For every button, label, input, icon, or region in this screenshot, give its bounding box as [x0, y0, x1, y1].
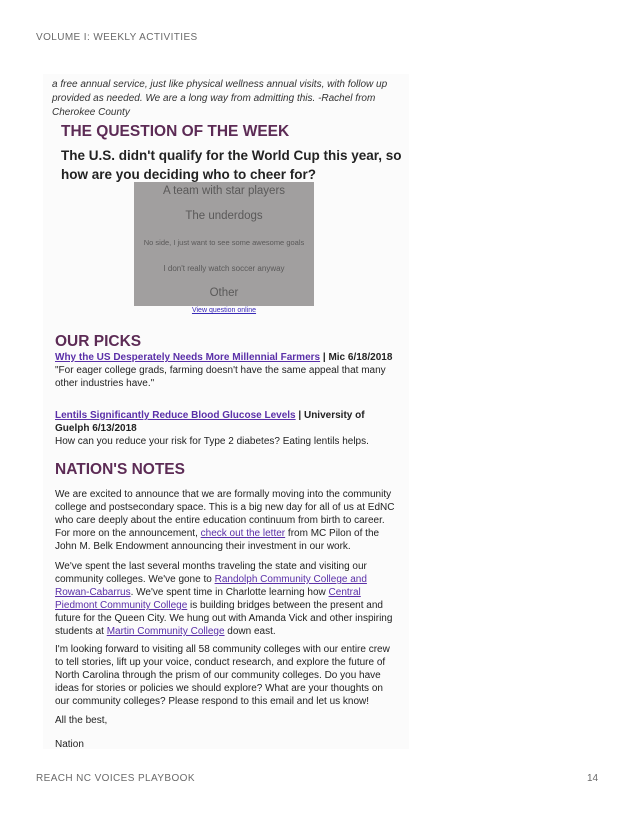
pick-item	[55, 409, 395, 448]
nations-notes-heading: NATION'S NOTES	[55, 461, 185, 478]
poll-option[interactable]: The underdogs	[185, 210, 263, 222]
text: We are excited to announce that we are formally moving into the community college and postsecondary space. This is a big new day for all of us at EdNC who care deeply about the entire education continuum from birth to career. For more on the announcement,	[55, 489, 395, 539]
qotw-heading: THE QUESTION OF THE WEEK	[61, 123, 290, 140]
signature: Nation	[55, 739, 84, 749]
text: is building bridges between the present and future for the Queen City. We hung out with Amanda Vick and other inspiring students at	[55, 600, 393, 637]
poll-option[interactable]: I don't really watch soccer anyway	[163, 264, 285, 273]
notes-paragraph	[55, 560, 400, 638]
pick-link[interactable]: Lentils Significantly Reduce Blood Glucose Levels	[55, 410, 296, 421]
view-question-online-link[interactable]: View question online	[191, 307, 257, 314]
running-footer: REACH NC VOICES PLAYBOOK	[36, 773, 195, 784]
martin-link[interactable]: Martin Community College	[106, 626, 225, 637]
pick-source: | University of Guelph 6/13/2018	[55, 410, 365, 434]
poll-box	[134, 182, 314, 306]
qotw-question: The U.S. didn't qualify for the World Cup this year, so how are you deciding who to cheer for?	[61, 148, 402, 182]
text: down east.	[224, 626, 276, 637]
text: from MC Pilon of the John M. Belk Endowment announcing their investment in our work.	[55, 528, 380, 552]
pick-item	[55, 351, 395, 390]
notes-paragraph	[55, 488, 400, 553]
newsletter-screenshot	[43, 74, 409, 749]
text: We've spent the last several months traveling the state and visiting our community colleges. We've gone to	[55, 561, 367, 585]
running-header: VOLUME I: WEEKLY ACTIVITIES	[36, 32, 198, 43]
our-picks-heading: OUR PICKS	[55, 333, 142, 350]
poll-option[interactable]: No side, I just want to see some awesome goals	[143, 238, 305, 247]
pick-source: | Mic 6/18/2018	[320, 352, 393, 363]
pick-link[interactable]: Why the US Desperately Needs More Millennial Farmers	[55, 352, 321, 363]
text: . We've spent time in Charlotte learning how	[130, 587, 329, 598]
intro-quote: a free annual service, just like physical wellness annual visits, with follow up provided as needed. We are a long way from admitting this. -Rachel from Cherokee County	[52, 79, 388, 118]
cpcc-link[interactable]: Central Piedmont Community College	[55, 587, 361, 611]
notes-paragraph: I'm looking forward to visiting all 58 community colleges with our entire crew to tell stories, lift up your voice, conduct research, and explore the future of North Carolina through the prism of our community colleges. Do you have ideas for stories or policies we should explore? What are your thoughts on our community colleges? Please respond to this email and let us know!	[55, 644, 390, 707]
pick-blurb: How can you reduce your risk for Type 2 diabetes? Eating lentils helps.	[55, 436, 369, 447]
poll-option[interactable]: Other	[209, 287, 239, 299]
page-number: 14	[587, 773, 599, 784]
signoff: All the best,	[55, 715, 108, 726]
pick-blurb: "For eager college grads, farming doesn't have the same appeal that many other industries have."	[55, 365, 386, 389]
letter-link[interactable]: check out the letter	[200, 528, 286, 539]
randolph-link[interactable]: Randolph Community College and Rowan-Cabarrus	[55, 574, 367, 598]
poll-option[interactable]: A team with star players	[162, 185, 286, 197]
